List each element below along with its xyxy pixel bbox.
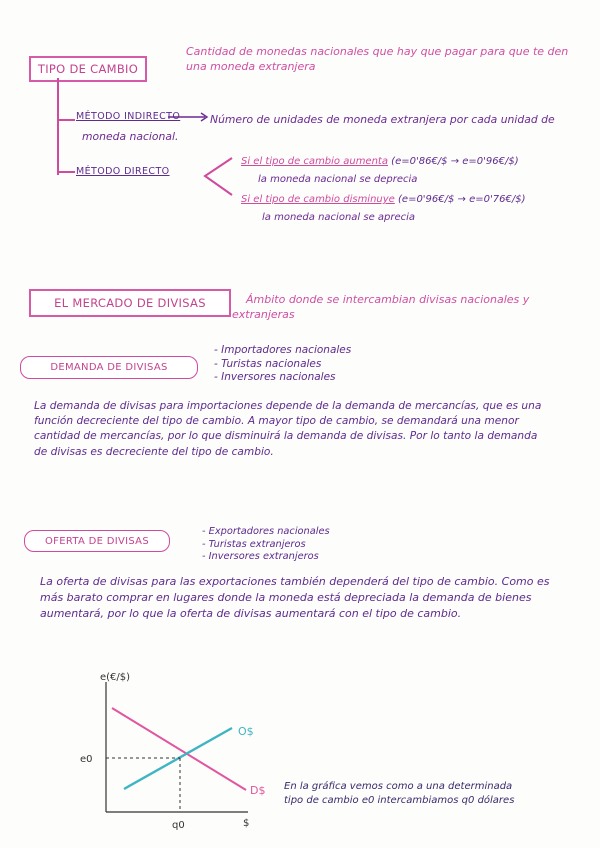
direct-line1-example: (e=0'86€/$ → e=0'96€/$)	[391, 156, 519, 167]
eq-x-label: q0	[172, 820, 185, 831]
oferta-paragraph: La oferta de divisas para las exportaciones también dependerá del tipo de cambio. Como es más barato comprar en lugares donde la moneda está depreciada la demanda de bienes aumentará, por lo que la oferta de divisas aumentará con el tipo de cambio.	[40, 575, 550, 620]
demand-label: D$	[250, 784, 266, 797]
demanda-item: - Inversores nacionales	[214, 371, 351, 385]
metodo-directo-label: MÉTODO DIRECTO	[76, 166, 170, 177]
oferta-item: - Turistas extranjeros	[202, 539, 330, 552]
demanda-item: - Turistas nacionales	[214, 358, 351, 372]
demand-line	[112, 708, 246, 790]
mercado-divisas-title: EL MERCADO DE DIVISAS	[54, 296, 206, 310]
direct-line1-result: la moneda nacional se deprecia	[258, 174, 418, 185]
tipo-de-cambio-title: TIPO DE CAMBIO	[37, 62, 139, 76]
x-axis-label: $	[243, 818, 250, 829]
metodo-indirecto-text: Número de unidades de moneda extranjera por cada unidad de moneda nacional.	[82, 113, 555, 143]
direct-line1-main: Si el tipo de cambio aumenta	[241, 156, 388, 167]
tipo-de-cambio-definition: Cantidad de monedas nacionales que hay que pagar para que te den una moneda extranjera	[186, 45, 569, 73]
oferta-divisas-title: OFERTA DE DIVISAS	[45, 535, 149, 547]
eq-y-label: e0	[80, 754, 93, 765]
demanda-item: - Importadores nacionales	[214, 344, 351, 358]
oferta-item: - Exportadores nacionales	[202, 526, 330, 539]
direct-line2-result: la moneda nacional se aprecia	[262, 212, 416, 223]
demanda-paragraph: La demanda de divisas para importaciones depende de la demanda de mercancías, que es una función decreciente del tipo de cambio. A mayor tipo de cambio, se demandará una menor cantidad de mercancías, por lo que disminuirá la demanda de divisas. Por lo tanto la demanda de divisas es decreciente del tipo de cambio.	[34, 400, 542, 458]
y-axis-label: e(€/$)	[100, 672, 131, 683]
supply-label: O$	[238, 725, 254, 738]
metodo-indirecto-label: MÉTODO INDIRECTO	[76, 111, 181, 122]
direct-line2-main: Si el tipo de cambio disminuye	[241, 194, 395, 205]
demanda-divisas-title: DEMANDA DE DIVISAS	[50, 362, 168, 373]
graph-caption: En la gráfica vemos como a una determinada tipo de cambio e0 intercambiamos q0 dólares	[284, 781, 515, 806]
mercado-divisas-definition: Ámbito donde se intercambian divisas nacionales y extranjeras	[232, 293, 530, 321]
oferta-item: - Inversores extranjeros	[202, 551, 330, 564]
direct-line2-example: (e=0'96€/$ → e=0'76€/$)	[398, 194, 526, 205]
